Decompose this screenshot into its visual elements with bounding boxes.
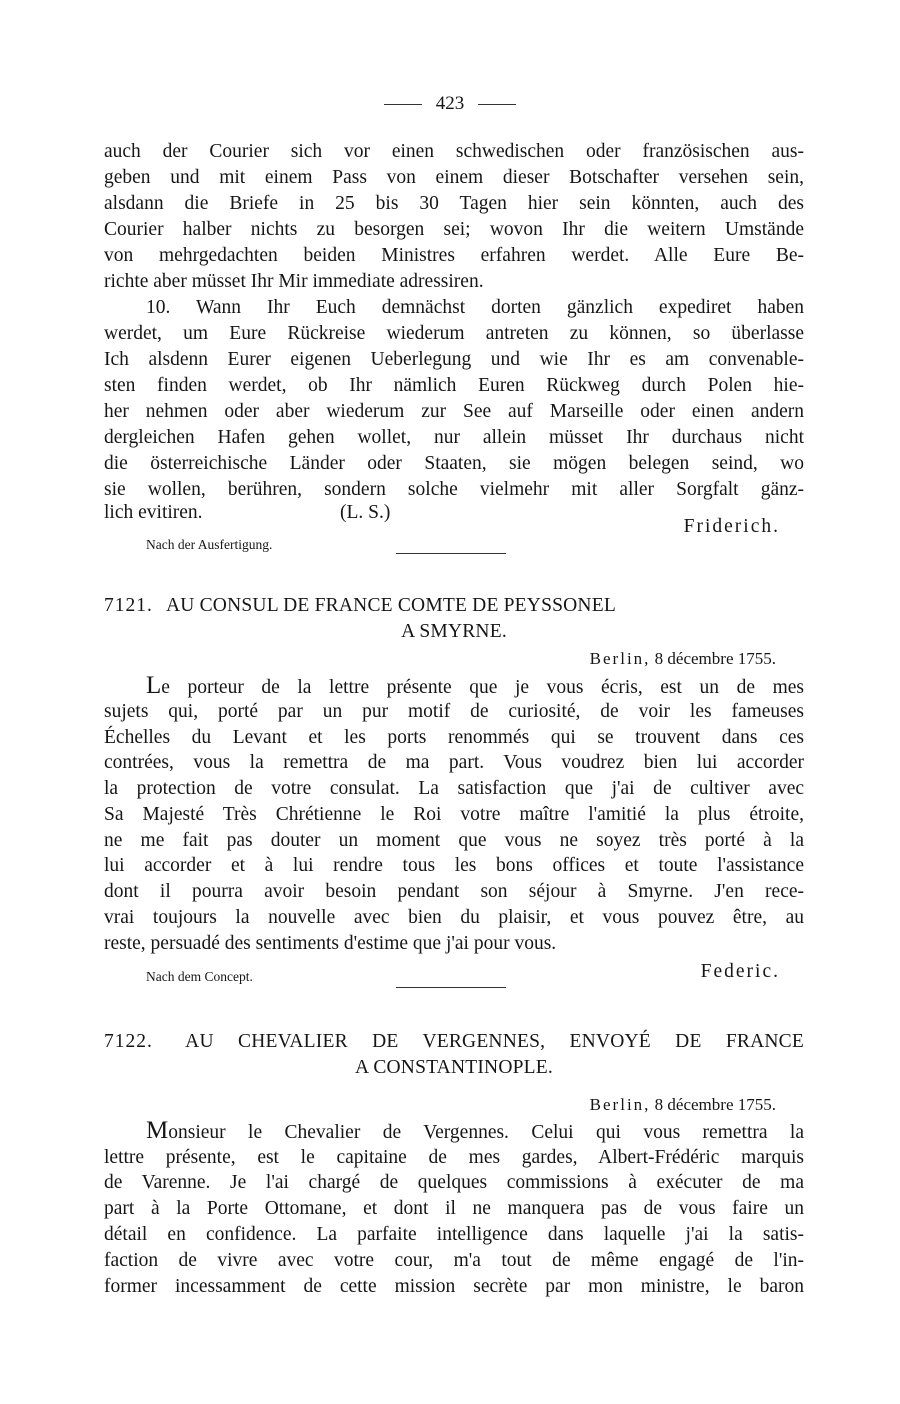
dateline: [404, 646, 776, 672]
dateline-date: 8 décembre 1755.: [654, 1095, 776, 1114]
text-line: contrées, vous la remettra de ma part. Vous voudrez bien lui accorder: [104, 752, 804, 773]
text-line: ne me fait pas douter un moment que vous ne soyez très porté à la: [104, 830, 804, 851]
text-line: reste, persuadé des sentiments d'estime que j'ai pour vous.: [104, 933, 557, 954]
seal-mark: (L. S.): [340, 502, 391, 523]
text-line: auch der Courier sich vor einen schwedischen oder französischen aus-: [104, 141, 804, 162]
paragraph-start-line: [146, 1118, 804, 1146]
page-header: [0, 93, 900, 115]
letter-number: 7122.: [104, 1031, 153, 1052]
text-line: sie wollen, berühren, sondern solche vielmehr mit aller Sorgfalt gänz-: [104, 479, 804, 500]
text-line: die österreichische Länder oder Staaten, sie mögen belegen seind, wo: [104, 453, 804, 474]
text-remainder: onsieur le Chevalier de Vergennes. Celui qui vous remettra la: [168, 1122, 804, 1143]
text-line: richte aber müsset Ihr Mir immediate adressiren.: [104, 271, 484, 292]
dateline-place: Berlin,: [589, 1095, 651, 1114]
text-line: détail en confidence. La parfaite intelligence dans laquelle j'ai la satis-: [104, 1224, 804, 1245]
initial-capital: M: [146, 1117, 169, 1144]
letter-title-line2: A CONSTANTINOPLE.: [355, 1057, 553, 1078]
paragraph-start-line: 10. Wann Ihr Euch demnächst dorten gänzlich expediret haben: [146, 297, 804, 318]
text-line: vrai toujours la nouvelle avec bien du plaisir, et vous pouvez être, au: [104, 907, 804, 928]
initial-capital: L: [146, 672, 162, 699]
text-line: Échelles du Levant et les ports renommés qui se trouvent dans ces: [104, 727, 804, 748]
text-line: faction de vivre avec votre cour, m'a tout de même engagé de l'in-: [104, 1250, 804, 1271]
text-line: Courier halber nichts zu besorgen sei; wovon Ihr die weitern Umstände: [104, 219, 804, 240]
letter-title-line2: A SMYRNE.: [401, 621, 507, 642]
header-dash-left: [384, 104, 422, 105]
text-line: alsdann die Briefe in 25 bis 30 Tagen hier sein könnten, auch des: [104, 193, 804, 214]
text-line: [146, 1117, 804, 1144]
dateline: [404, 1092, 776, 1118]
letter-heading: [104, 593, 824, 619]
letter-number: 7121.: [104, 595, 153, 616]
letter-heading: [104, 1029, 804, 1055]
text-line: former incessamment de cette mission secrète par mon ministre, le baron: [104, 1276, 804, 1297]
text-line: lettre présente, est le capitaine de mes gardes, Albert-Frédéric marquis: [104, 1147, 804, 1168]
text-line: dont il pourra avoir besoin pendant son séjour à Smyrne. J'en rece-: [104, 881, 804, 902]
text-line: lich evitiren.: [104, 502, 203, 523]
letter-title: AU CHEVALIER DE VERGENNES, ENVOYÉ DE FRANCE: [185, 1031, 804, 1052]
section-divider: [396, 987, 506, 988]
source-note: Nach dem Concept.: [146, 969, 253, 984]
text-line: lui accorder et à lui rendre tous les bons offices et toute l'assistance: [104, 855, 804, 876]
text-line: von mehrgedachten beiden Ministres erfahren werdet. Alle Eure Be-: [104, 245, 804, 266]
dateline-date: 8 décembre 1755.: [654, 649, 776, 668]
text-line: sten finden werdet, ob Ihr nämlich Euren Rückweg durch Polen hie-: [104, 375, 804, 396]
text-line: Ich alsdenn Eurer eigenen Ueberlegung und wie Ihr es am convenable-: [104, 349, 804, 370]
text-line: sujets qui, porté par un pur motif de curiosité, de voir les fameuses: [104, 701, 804, 722]
text-line: werdet, um Eure Rückreise wiederum antreten zu können, so überlasse: [104, 323, 804, 344]
text-line: Sa Majesté Très Chrétienne le Roi votre maître l'amitié la plus étroite,: [104, 804, 804, 825]
text-line: de Varenne. Je l'ai chargé de quelques commissions à exécuter de ma: [104, 1172, 804, 1193]
letter-title: AU CONSUL DE FRANCE COMTE DE PEYSSONEL: [165, 595, 616, 616]
signature: Federic.: [700, 961, 780, 982]
text-line: [146, 672, 804, 699]
text-line: geben und mit einem Pass von einem dieser Botschafter versehen sein,: [104, 167, 804, 188]
signature: Friderich.: [683, 516, 780, 537]
text-line: la protection de votre consulat. La satisfaction que j'ai de cultiver avec: [104, 778, 804, 799]
source-note: Nach der Ausfertigung.: [146, 537, 273, 552]
text-line: her nehmen oder aber wiederum zur See auf Marseille oder einen andern: [104, 401, 804, 422]
page-number: 423: [435, 93, 465, 114]
text-line: part à la Porte Ottomane, et dont il ne manquera pas de vous faire un: [104, 1198, 804, 1219]
dateline-place: Berlin,: [589, 649, 651, 668]
text-remainder: e porteur de la lettre présente que je vous écris, est un de mes: [161, 677, 804, 698]
section-divider: [396, 553, 506, 554]
header-dash-right: [478, 104, 516, 105]
text-line: dergleichen Hafen gehen wollet, nur allein müsset Ihr durchaus nicht: [104, 427, 804, 448]
paragraph-start-line: [146, 673, 804, 701]
